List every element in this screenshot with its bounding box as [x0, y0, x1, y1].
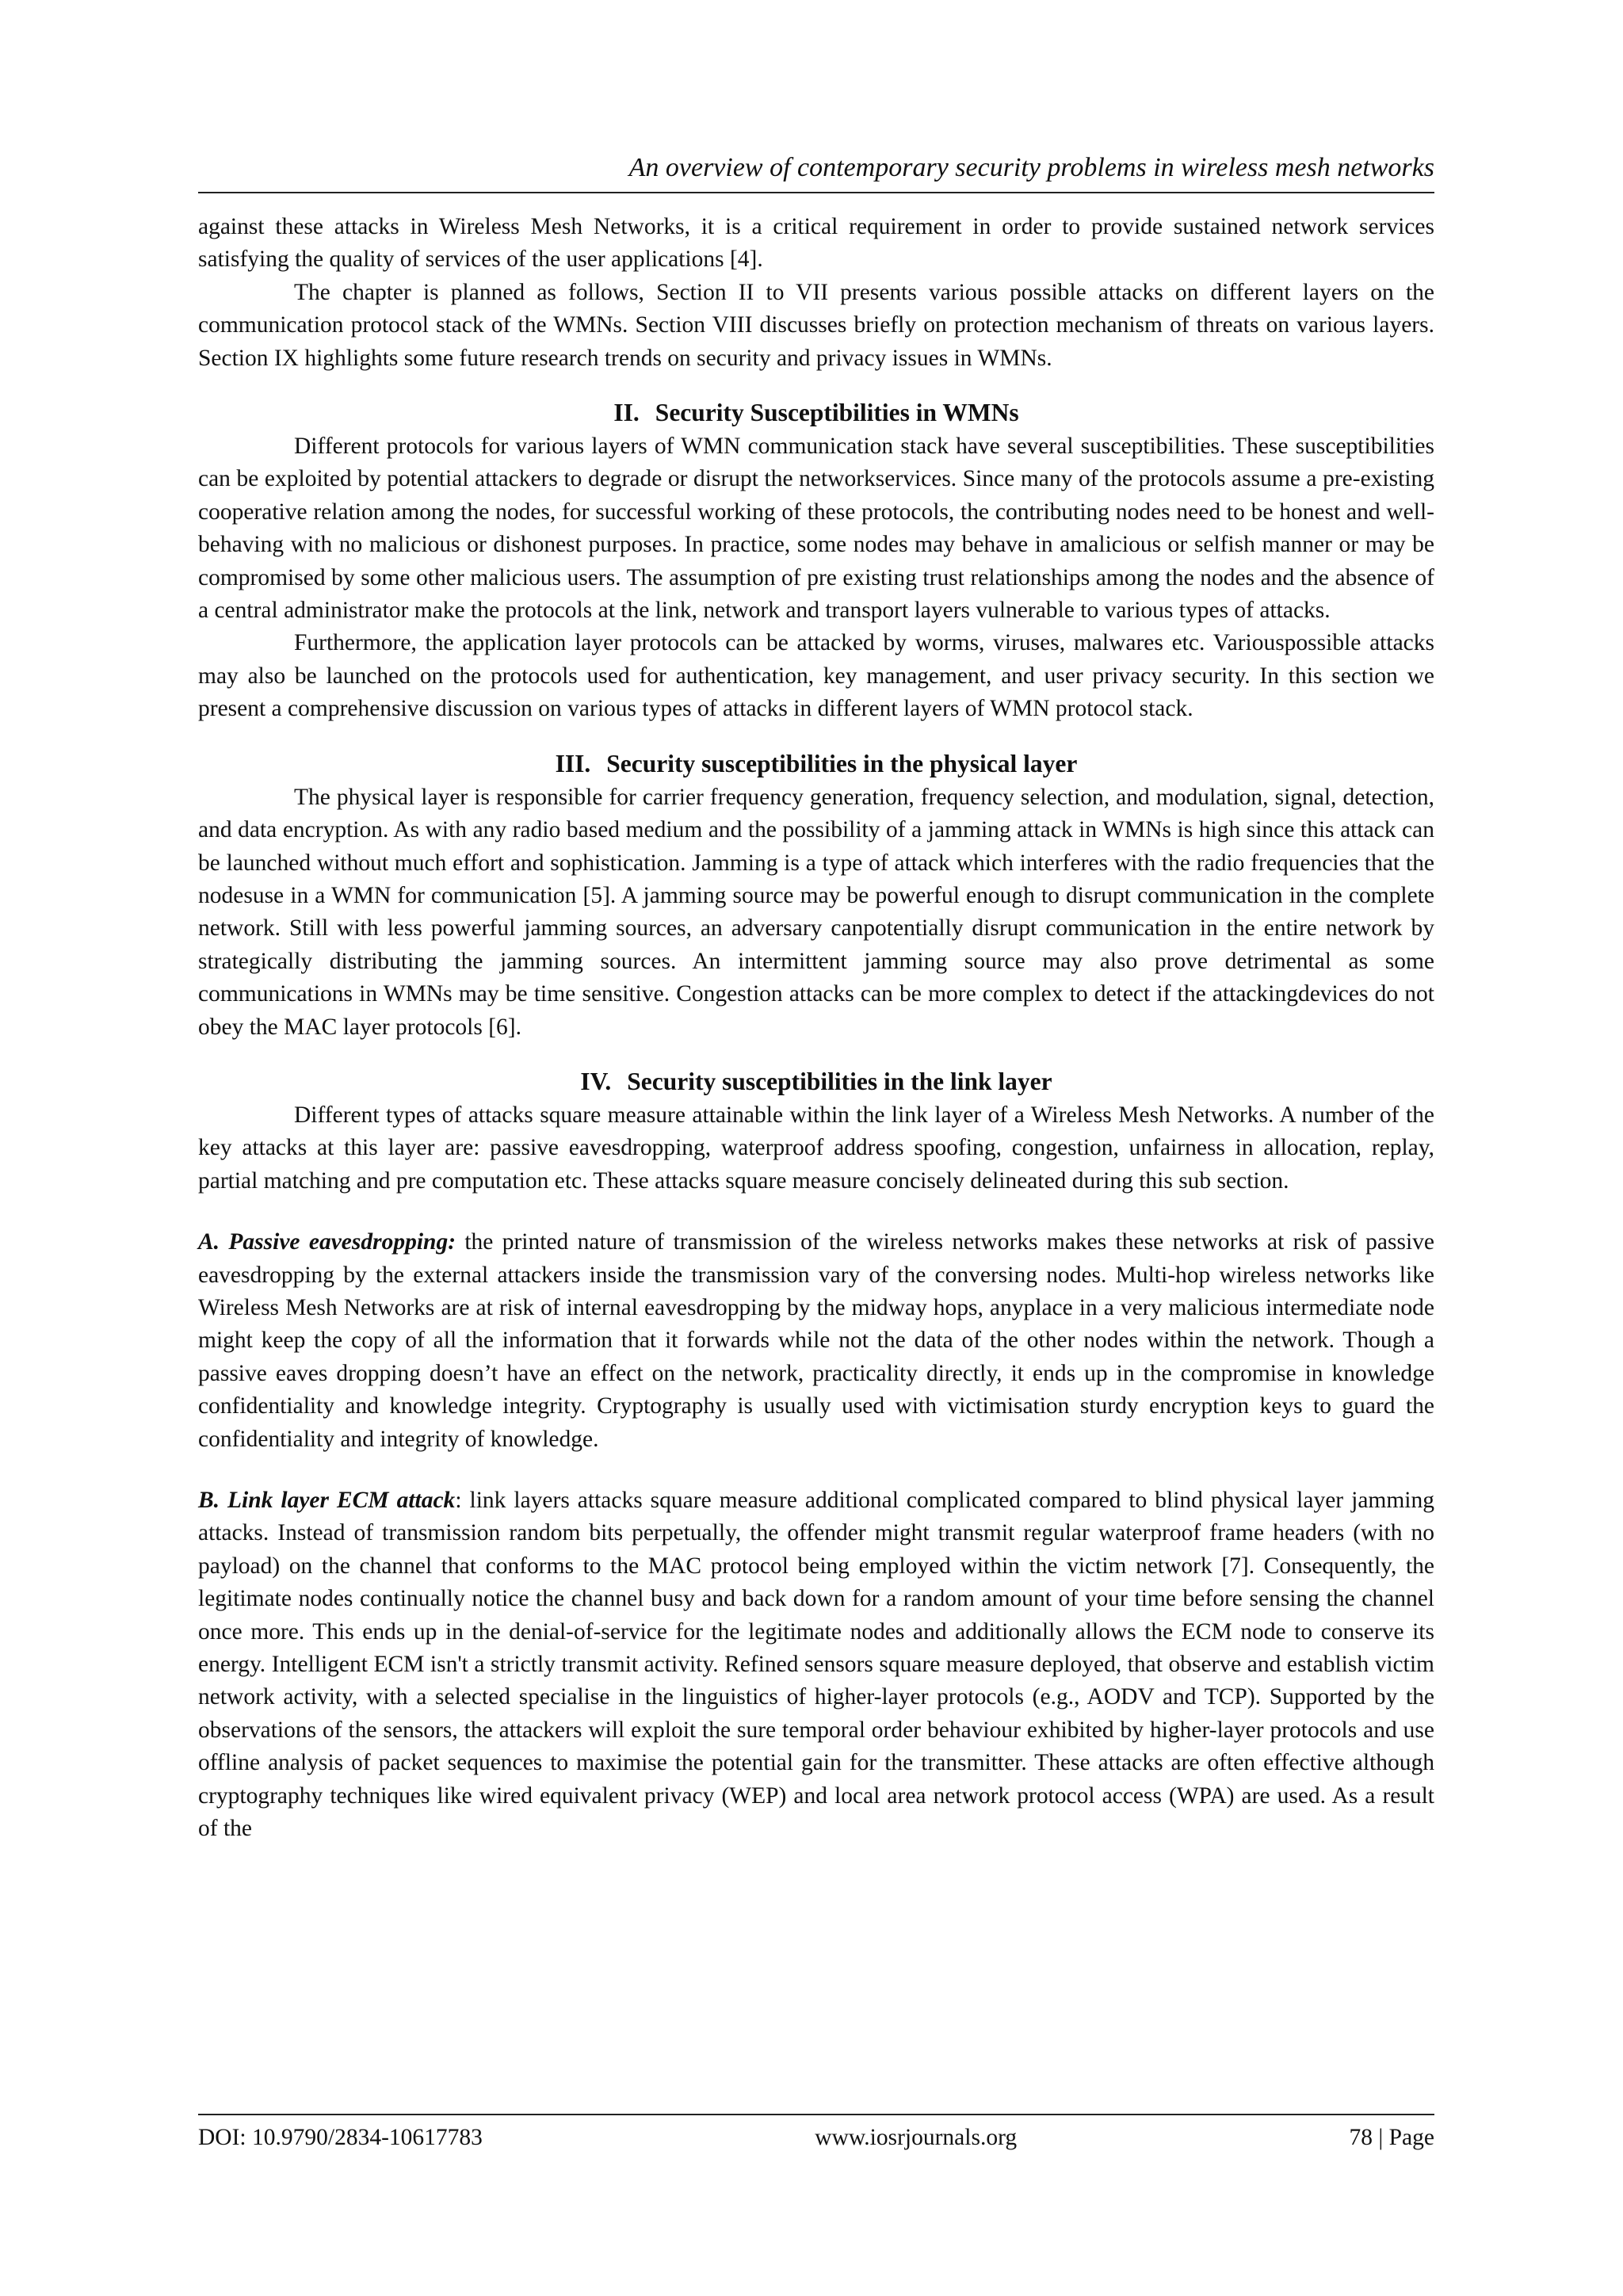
section-2-paragraph-2: Furthermore, the application layer protocols can be attacked by worms, viruses, malwares etc. Variouspossible attacks may also be launched on the protocols used for authentication, key management, and user privacy security. In this section we present a comprehensive discussion on various types of attacks in different layers of WMN protocol stack.: [198, 630, 1434, 722]
subsection-a-paragraph: [198, 1226, 1434, 1456]
footer-page-number: 78 | Page: [1349, 2125, 1434, 2150]
section-4-heading: [198, 1064, 1434, 1099]
section-4-paragraph-1: Different types of attacks square measure attainable within the link layer of a Wireless Mesh Networks. A number of the key attacks at this layer are: passive eavesdropping, waterproof address spoofing, congestion, unfairness in allocation, replay, partial matching and pre computation etc. These attacks square measure concisely delineated during this sub section.: [198, 1102, 1434, 1194]
section-3-title: Security susceptibilities in the physical layer: [606, 749, 1078, 777]
section-2-paragraph-1: Different protocols for various layers of WMN communication stack have several susceptibilities. These susceptibilities can be exploited by potential attackers to degrade or disrupt the networkservices. Since many of the protocols assume a pre-existing cooperative relation among the nodes, for successful working of these protocols, the contributing nodes need to be honest and well-behaving with no malicious or dishonest purposes. In practice, some nodes may behave in amalicious or selfish manner or may be compromised by some other malicious users. The assumption of pre existing trust relationships among the nodes and the absence of a central administrator make the protocols at the link, network and transport layers vulnerable to various types of attacks.: [198, 434, 1434, 624]
subsection-b-paragraph: [198, 1484, 1434, 1845]
subsection-a-text: the printed nature of transmission of the wireless networks makes these networks at risk of passive eavesdropping by the external attackers inside the transmission vary of the conversing nodes. Multi-hop wireless networks like Wireless Mesh Networks are at risk of internal eavesdropping by the midway hops, anyplace in a very malicious intermediate node might keep the copy of all the information that it forwards while not the data of the other nodes within the network. Though a passive eaves dropping doesn’t have an effect on the network, practicality directly, it ends up in the compromise in knowledge confidentiality and knowledge integrity. Cryptography is usually used with victimisation sturdy encryption keys to guard the confidentiality and integrity of knowledge.: [198, 1229, 1434, 1452]
running-header: An overview of contemporary security problems in wireless mesh networks: [198, 151, 1434, 193]
spacer: [198, 1198, 1434, 1226]
section-3-heading: [198, 747, 1434, 781]
footer-doi: DOI: 10.9790/2834-10617783: [198, 2125, 483, 2150]
section-2-title: Security Susceptibilities in WMNs: [655, 399, 1019, 427]
subsection-b-text: : link layers attacks square measure additional complicated compared to blind physical layer jamming attacks. Instead of transmission random bits perpetually, the offender might transmit regular waterproof frame headers (with no payload) on the channel that conforms to the MAC protocol being employed within the victim network [7]. Consequently, the legitimate nodes continually notice the channel busy and back down for a random amount of your time before sensing the channel once more. This ends up in the denial-of-service for the legitimate nodes and additionally allows the ECM node to conserve its energy. Intelligent ECM isn't a strictly transmit activity. Refined sensors square measure deployed, that observe and establish victim network activity, with a selected specialise in the linguistics of higher-layer protocols (e.g., AODV and TCP). Supported by the observations of the sensors, the attackers will exploit the sure temporal order behaviour exhibited by higher-layer protocols and use offline analysis of packet sequences to maximise the potential gain for the transmitter. These attacks are often effective although cryptography techniques like wired equivalent privacy (WEP) and local area network protocol access (WPA) are used. As a result of the: [198, 1488, 1434, 1842]
intro-paragraph-2: The chapter is planned as follows, Section II to VII presents various possible attacks on different layers on the communication protocol stack of the WMNs. Section VIII discusses briefly on protection mechanism of threats on various layers. Section IX highlights some future research trends on security and privacy issues in WMNs.: [198, 279, 1434, 371]
spacer: [198, 1456, 1434, 1484]
section-4-title: Security susceptibilities in the link layer: [627, 1067, 1052, 1095]
section-2-number: II.: [613, 399, 640, 427]
page-body: [198, 151, 1434, 1845]
section-2-heading: [198, 395, 1434, 430]
intro-paragraph-1: against these attacks in Wireless Mesh Networks, it is a critical requirement in order to provide sustained network services satisfying the quality of services of the user applications [4].: [198, 214, 1434, 273]
page-footer: [198, 2114, 1434, 2153]
subsection-a-lead: A. Passive eavesdropping:: [198, 1229, 456, 1255]
section-4-number: IV.: [580, 1067, 612, 1095]
subsection-b-lead: B. Link layer ECM attack: [198, 1488, 456, 1513]
footer-website: www.iosrjournals.org: [815, 2125, 1018, 2150]
section-3-paragraph-1: The physical layer is responsible for carrier frequency generation, frequency selection, and modulation, signal, detection, and data encryption. As with any radio based medium and the possibility of a jamming attack in WMNs is high since this attack can be launched without much effort and sophistication. Jamming is a type of attack which interferes with the radio frequencies that the nodesuse in a WMN for communication [5]. A jamming source may be powerful enough to disrupt communication in the complete network. Still with less powerful jamming sources, an adversary canpotentially disrupt communication in the entire network by strategically distributing the jamming sources. An intermittent jamming source may also prove detrimental as some communications in WMNs may be time sensitive. Congestion attacks can be more complex to detect if the attackingdevices do not obey the MAC layer protocols [6].: [198, 784, 1434, 1040]
section-3-number: III.: [555, 749, 591, 777]
